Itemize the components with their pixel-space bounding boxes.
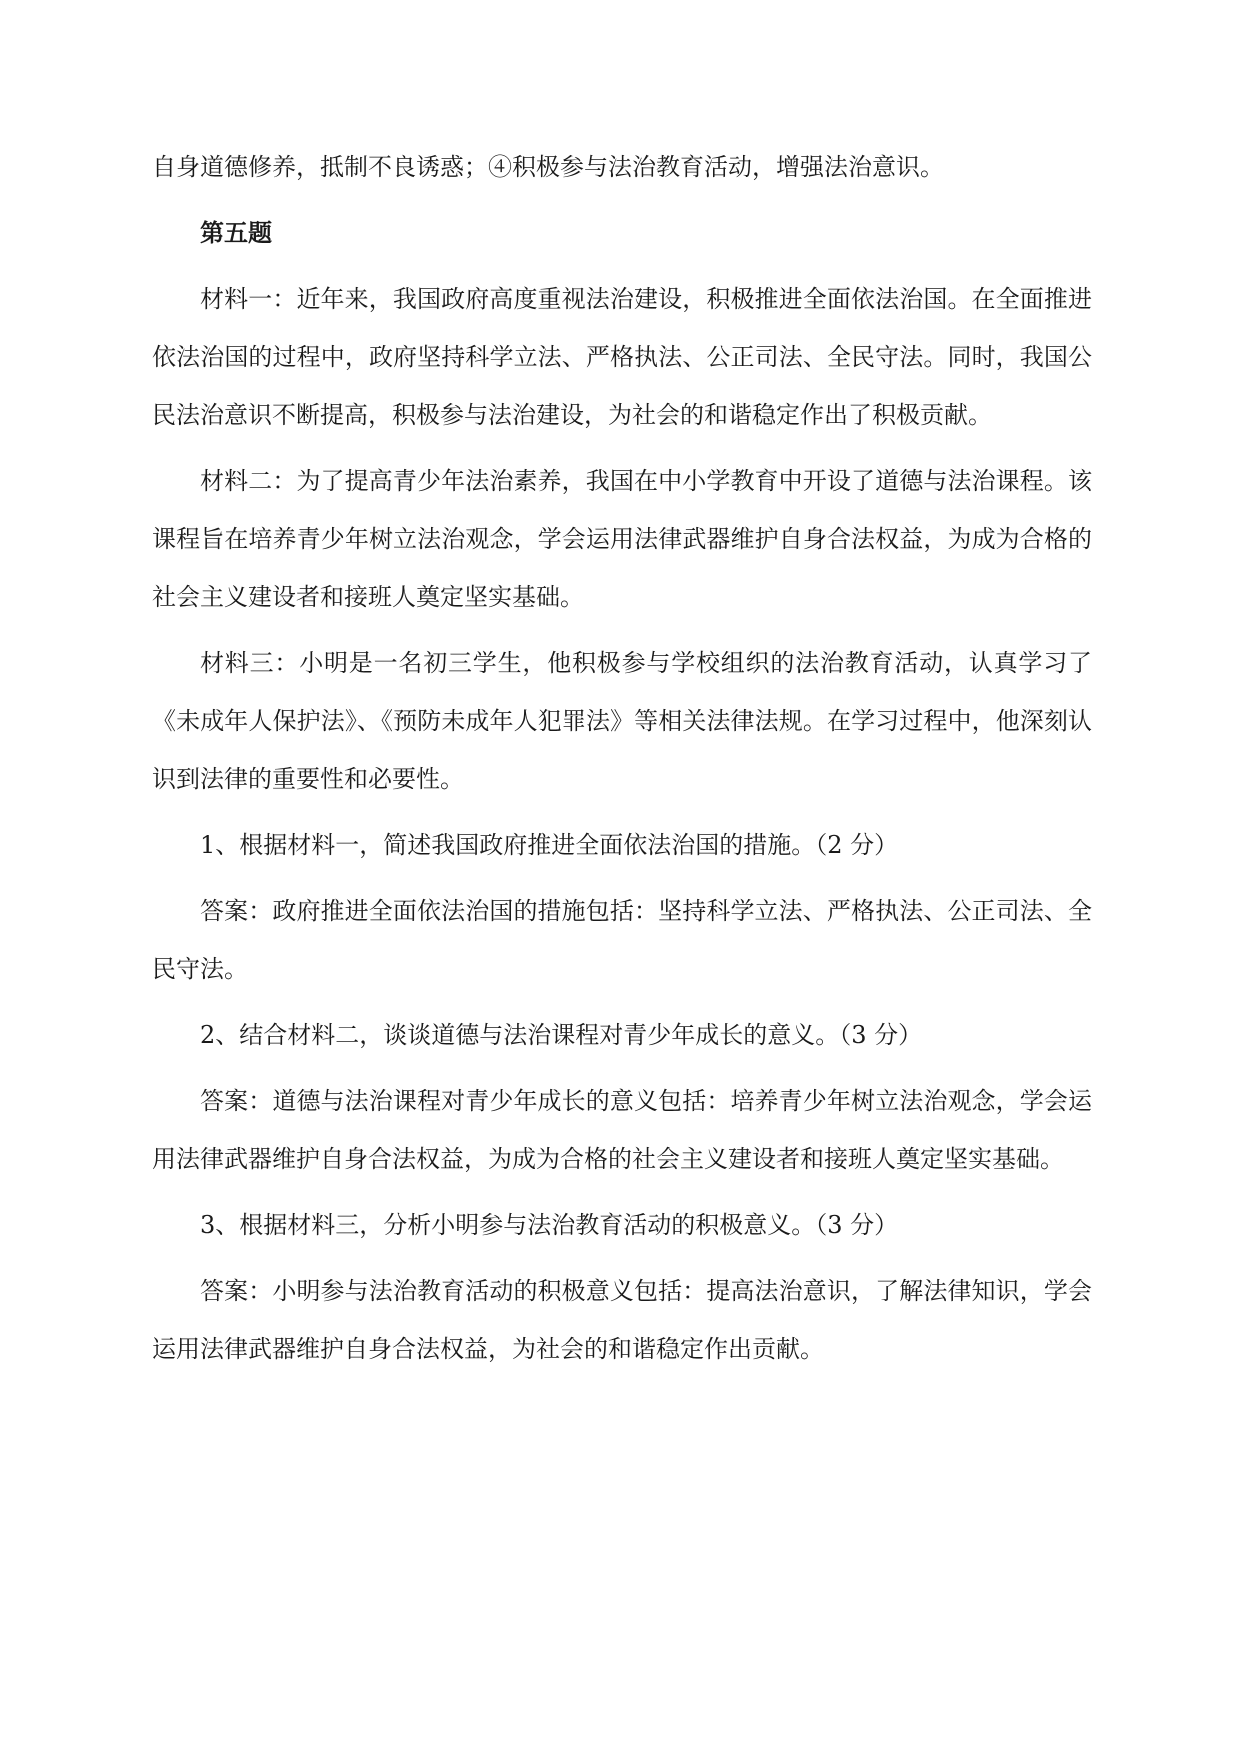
question-two: 2、结合材料二，谈谈道德与法治课程对青少年成长的意义。（3 分） bbox=[200, 1021, 923, 1049]
document-body bbox=[152, 138, 1092, 1386]
answer-two: 答案：道德与法治课程对青少年成长的意义包括：培养青少年树立法治观念，学会运用法律武器维护自身合法权益，为成为合格的社会主义建设者和接班人奠定坚实基础。 bbox=[152, 1087, 1092, 1173]
section-title: 第五题 bbox=[200, 218, 272, 247]
answer-one: 答案：政府推进全面依法治国的措施包括：坚持科学立法、严格执法、公正司法、全民守法。 bbox=[152, 897, 1092, 983]
question-one: 1、根据材料一，简述我国政府推进全面依法治国的措施。（2 分） bbox=[200, 831, 899, 859]
material-one-paragraph: 材料一：近年来，我国政府高度重视法治建设，积极推进全面依法治国。在全面推进依法治国的过程中，政府坚持科学立法、严格执法、公正司法、全民守法。同时，我国公民法治意识不断提高，积极参与法治建设，为社会的和谐稳定作出了积极贡献。 bbox=[152, 285, 1092, 429]
material-two-paragraph: 材料二：为了提高青少年法治素养，我国在中小学教育中开设了道德与法治课程。该课程旨在培养青少年树立法治观念，学会运用法律武器维护自身合法权益，为成为合格的社会主义建设者和接班人奠定坚实基础。 bbox=[152, 467, 1092, 611]
continuation-paragraph: 自身道德修养，抵制不良诱惑；④积极参与法治教育活动，增强法治意识。 bbox=[152, 153, 944, 181]
question-three: 3、根据材料三，分析小明参与法治教育活动的积极意义。（3 分） bbox=[200, 1211, 899, 1239]
material-three-paragraph: 材料三：小明是一名初三学生，他积极参与学校组织的法治教育活动，认真学习了《未成年人保护法》、《预防未成年人犯罪法》等相关法律法规。在学习过程中，他深刻认识到法律的重要性和必要性。 bbox=[152, 649, 1092, 793]
answer-three: 答案：小明参与法治教育活动的积极意义包括：提高法治意识，了解法律知识，学会运用法律武器维护自身合法权益，为社会的和谐稳定作出贡献。 bbox=[152, 1277, 1092, 1363]
